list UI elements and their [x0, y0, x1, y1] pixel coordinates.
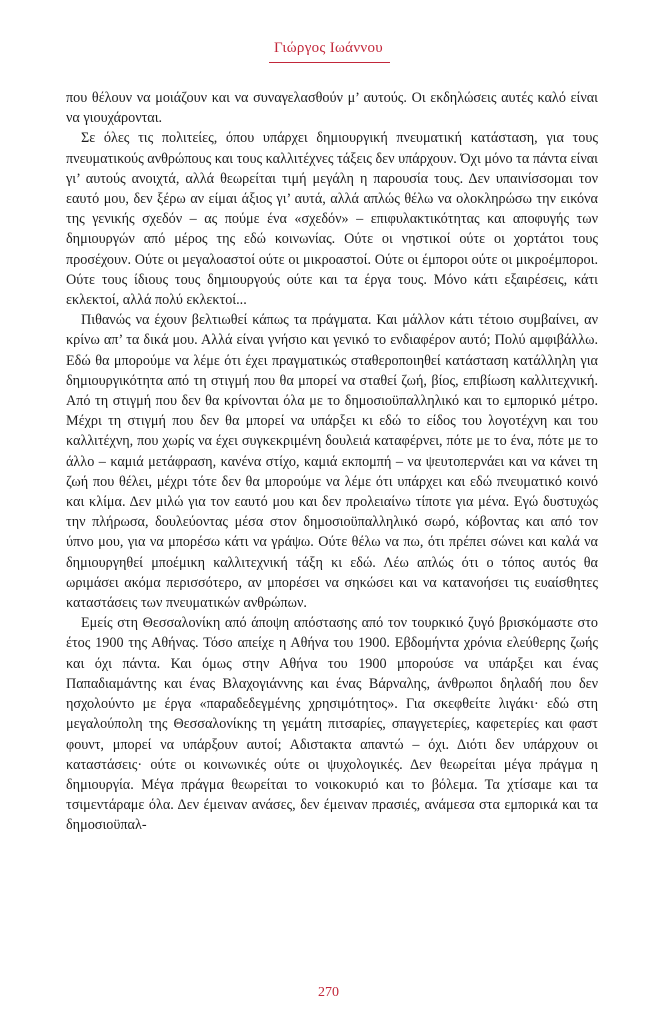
paragraph: που θέλουν να μοιάζουν και να συναγελασθούν μ’ αυτούς. Οι εκδηλώσεις αυτές καλό είναι να γιουχάρονται. [66, 90, 598, 127]
paragraph: Σε όλες τις πολιτείες, όπου υπάρχει δημιουργική πνευματική κατάσταση, για τους πνευματικούς ανθρώπους και τους καλλιτέχνες τάξεις δεν υπάρχουν. Όχι μόνο τα πάντα είναι γι’ αυτούς ανοιχτά, αλλά θεωρείται τιμή μεγάλη η παρουσία τους. Δεν υπαινίσσομαι τον εαυτό μου, δεν ξέρω αν είμαι άξιος γι’ αυτά, αλλά απλώς θέλω να ολοκληρώσω την εικόνα της γενικής σχεδόν – ας πούμε ένα «σχεδόν» – επιφυλακτικότητας και αποφυγής των δημιουργών από μέρος της εδώ κοινωνίας. Ούτε οι νηστικοί ούτε οι χορτάτοι τους προσέχουν. Ούτε οι μεγαλοαστοί ούτε οι μικροαστοί. Ούτε οι έμποροι ούτε οι μικροέμποροι. Ούτε τους ίδιους τους δημιουργούς ούτε και τα έργα τους. Μόνο κάτι εξαιρέσεις, κάτι εκλεκτοί, αλλά πολύ εκλεκτοί... [66, 130, 598, 309]
paragraph: Εμείς στη Θεσσαλονίκη από άποψη απόστασης από τον τουρκικό ζυγό βρισκόμαστε στο έτος 1900 της Αθήνας. Τόσο απείχε η Αθήνα του 1900. Εβδομήντα χρόνια ελεύθερης ζωής και όχι πάντα. Και όμως στην Αθήνα του 1900 μπορούσε να υπάρξει και ένας Παπαδιαμάντης και ένας Βλαχογιάννης και ένας Βάρναλης, άνθρωποι δηλαδή που δεν ησχολούντο με έργα «παραδεδεγμένης χρησιμότητος». Για σκεφθείτε λιγάκι· εδώ στη μεγαλούπολη της Θεσσαλονίκης τη γεμάτη πιτσαρίες, σπαγγετερίες, καφετερίες και φαστ φουντ, μπορεί να υπάρξουν αυτοί; Αδιστακτα απαντώ – όχι. Διότι δεν υπάρχουν οι καταστάσεις· ούτε οι κοινωνικές ούτε οι ψυχολογικές. Δεν θεωρείται μέγα πράγμα η δημιουργία. Μέγα πράγμα θεωρείται το νοικοκυριό και το βόλεμα. Τα χτίσαμε και τα τσιμεντάραμε όλα. Δεν έμειναν ανάσες, δεν έμειναν πρασιές, ανάμεσα στα εμπορικά και τα δημοσιοϋπαλ- [66, 615, 598, 834]
page-number: 270 [318, 985, 339, 1000]
paragraph: Πιθανώς να έχουν βελτιωθεί κάπως τα πράγματα. Και μάλλον κάτι τέτοιο συμβαίνει, αν κρίνω απ’ τα δικά μου. Αλλά είναι γνήσιο και γενικό το ενδιαφέρον αυτό; Πολύ αμφιβάλλω. Εδώ θα μπορούμε να λέμε ότι έχει πραγματικώς σταθεροποιηθεί κατάσταση κατάλληλη για δημιουργικότητα από τη στιγμή που θα μπορεί να σταθεί ζωή, βίος, επιβίωση καλλιτεχνική. Από τη στιγμή που δεν θα κρίνονται όλα με το δημοσιοϋπαλληλικό και το εμπορικό μέτρο. Μέχρι τη στιγμή που δεν θα μπορεί να υπάρξει κι εδώ το είδος του λογοτέχνη και του καλλιτέχνη, που χωρίς να έχει συγκεκριμένη δουλειά καταφέρνει, πότε με το ένα, πότε με το άλλο – καμιά μετάφραση, κανένα στίχο, καμιά εκπομπή – να ψευτοπερνάει και να κάνει τη ζωή που θέλει, μέχρι τότε δεν θα μπορούμε να λέμε ότι υπάρχει και εδώ πνευματικό κοινό και κλίμα. Δεν μιλώ για τον εαυτό μου και δεν προλειαίνω τίποτε για μένα. Εγώ δυστυχώς την πλήρωσα, δουλεύοντας μέσα στον δημοσιοϋπαλληλικό σωρό, κόβοντας και από τον ύπνο μου, για να μπορέσω κάτι να γράψω. Ούτε θέλω να πω, ότι πρέπει σώνει και καλά να δημιουργηθεί μποέμικη καλλιτεχνική τάξη κι εδώ. Λέω απλώς ότι ο τόπος αυτός θα ωριμάσει ακόμα περισσότερο, αν μπορέσει να σηκώσει και να κατανοήσει τις ευαίσθητες καταστάσεις των πνευματικών ανθρώπων. [66, 312, 598, 612]
running-head-author: Γιώργος Ιωάννου [273, 40, 384, 56]
running-head-rule [269, 62, 390, 63]
body-text [66, 88, 598, 836]
